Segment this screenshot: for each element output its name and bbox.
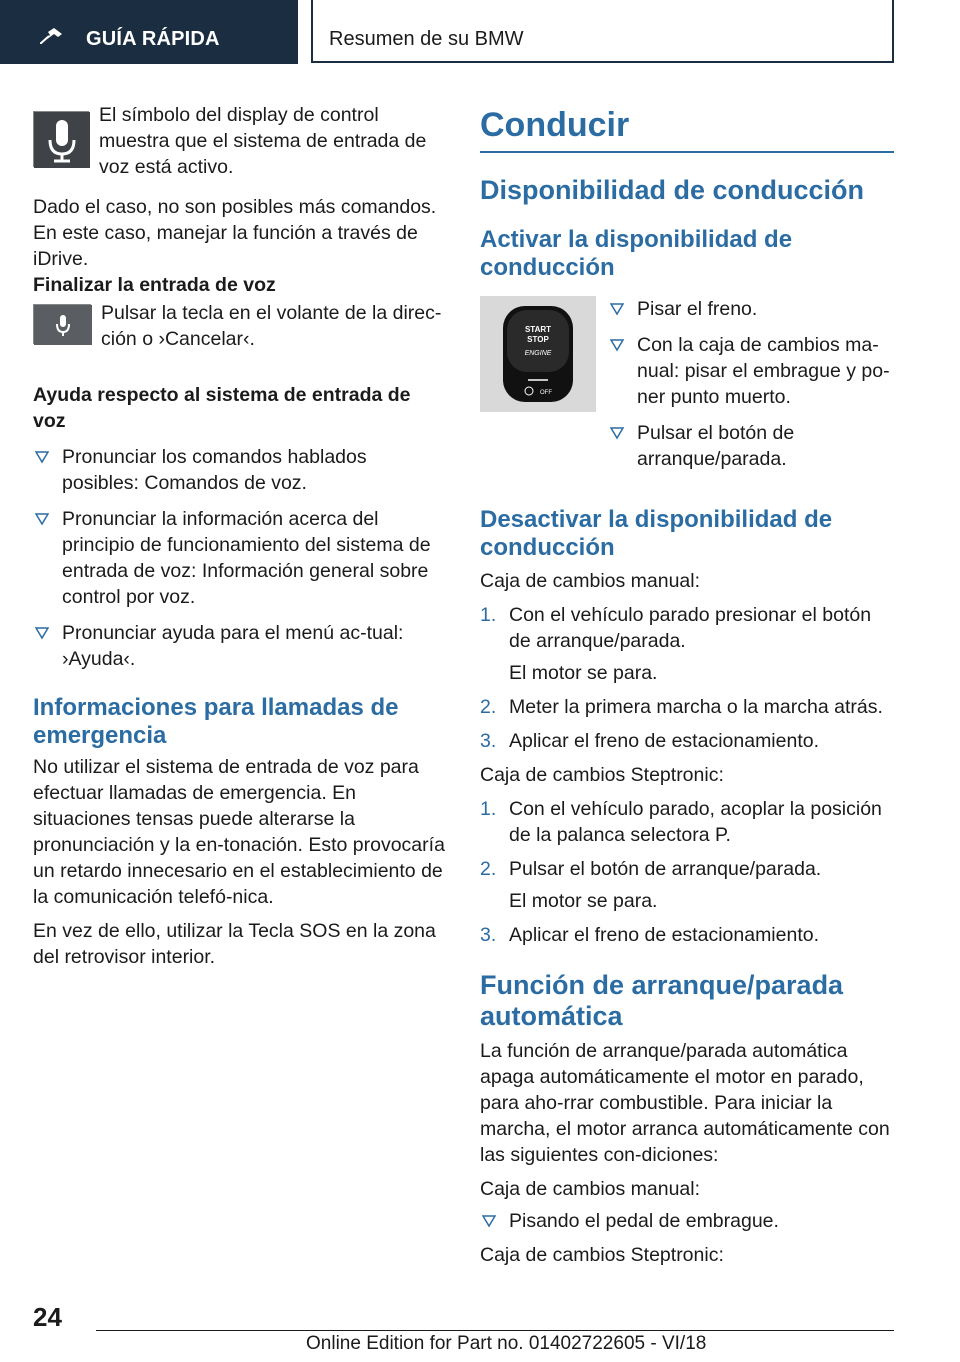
list-item: Pisando el pedal de embrague. (480, 1208, 894, 1234)
quick-guide-tab[interactable] (0, 0, 298, 64)
list-item: 3. Aplicar el freno de estacionamiento. (480, 924, 820, 946)
emergency-paragraph-1: No utilizar el sistema de entrada de voz para efectuar llamadas de emergencia. En situaciones tensas puede alterarse la pronunciación y la en‐tonación. Esto provocaría un retardo innecesario en el establecimiento de la comunicación telefó‐nica. (33, 756, 445, 908)
start-label: START (524, 325, 552, 334)
triangle-bullet-icon (35, 512, 49, 526)
mic-display-text: El símbolo del display de control muestra que el sistema de entrada de voz está activo. (99, 104, 427, 178)
autostart-heading: Función de arranque/parada automática (480, 970, 844, 1031)
triangle-bullet-icon (610, 302, 624, 316)
triangle-bullet-icon (35, 450, 49, 464)
off-label: OFF (540, 390, 552, 396)
right-column (480, 105, 894, 1268)
title-rule (480, 105, 894, 153)
list-item: 3. Aplicar el freno de estacionamiento. (480, 730, 820, 752)
mic-display-row (33, 105, 447, 180)
emergency-paragraph-2: En vez de ello, utilizar la Tecla SOS en la zona del retrovisor interior. (33, 920, 436, 968)
help-bullet-list (33, 444, 447, 672)
microphone-symbol-icon (33, 111, 89, 167)
no-commands-paragraph: Dado el caso, no son posibles más comandos. En este caso, manejar la función a través de iDrive. (33, 196, 437, 270)
steptronic-label: Caja de cambios Steptronic: (480, 764, 724, 786)
section-title: Resumen de su BMW (329, 28, 524, 50)
steptronic-steps (480, 796, 894, 948)
manual-label: Caja de cambios manual: (480, 570, 701, 592)
list-item: 2. Meter la primera marcha o la marcha atrás. (480, 696, 883, 718)
triangle-bullet-icon (482, 1214, 496, 1228)
left-column (33, 105, 447, 970)
autostart-manual-list (480, 1208, 894, 1234)
list-item: 1. Con el vehículo parado presionar el botón de arranque/parada. El motor se para. (480, 604, 872, 684)
list-item: Pisar el freno. (608, 296, 894, 322)
footer-divider (96, 1330, 894, 1331)
end-voice-heading: Finalizar la entrada de voz (33, 274, 276, 296)
emergency-heading: Informaciones para llamadas de emergencia (33, 694, 399, 749)
autostart-paragraph: La función de arranque/parada automática apaga automáticamente el motor en parado, para aho‐rrar combustible. Para iniciar la marcha, el motor arranca automáticamente con las siguientes con‐diciones: (480, 1040, 890, 1166)
list-item: Pronunciar los comandos hablados posibles: Comandos de voz. (33, 444, 447, 496)
start-stop-button-image (480, 296, 596, 412)
page-title: Conducir (480, 106, 630, 144)
list-item: 2. Pulsar el botón de arranque/parada. El motor se para. (480, 858, 822, 912)
autostart-steptronic-label: Caja de cambios Steptronic: (480, 1244, 724, 1266)
triangle-bullet-icon (610, 338, 624, 352)
list-item: Pronunciar la información acerca del principio de funcionamiento del sistema de entrada de voz: Información general sobre control por voz. (33, 506, 447, 610)
list-item: 1. Con el vehículo parado, acoplar la posición de la palanca selectora P. (480, 798, 882, 846)
page-number: 24 (33, 1302, 62, 1332)
section-header (311, 0, 894, 63)
activate-row (480, 296, 894, 472)
edition-footer: Online Edition for Part no. 01402722605 - VI/18 (306, 1333, 707, 1354)
pushpin-icon (40, 28, 66, 44)
deactivate-heading: Desactivar la disponibilidad de conducción (480, 506, 833, 561)
help-heading: Ayuda respecto al sistema de entrada de voz (33, 384, 411, 432)
stop-label: STOP (527, 335, 549, 344)
triangle-bullet-icon (35, 626, 49, 640)
activate-bullet-list (608, 286, 894, 472)
manual-steps (480, 602, 894, 754)
list-item: Con la caja de cambios ma‐nual: pisar el embrague y po‐ner punto muerto. (608, 332, 894, 410)
readiness-heading: Disponibilidad de conducción (480, 175, 865, 205)
end-voice-text: Pulsar la tecla en el volante de la direc‐ción o ›Cancelar‹. (101, 302, 442, 350)
list-item: Pulsar el botón de arranque/parada. (608, 420, 894, 472)
end-voice-row (33, 304, 447, 352)
triangle-bullet-icon (610, 426, 624, 440)
autostart-manual-label: Caja de cambios manual: (480, 1178, 701, 1200)
list-item: Pronunciar ayuda para el menú ac‐tual: ›Ayuda‹. (33, 620, 447, 672)
activate-heading: Activar la disponibilidad de conducción (480, 226, 793, 281)
steering-voice-button-icon (33, 304, 91, 344)
quick-guide-label: GUÍA RÁPIDA (86, 28, 220, 50)
engine-label: ENGINE (524, 350, 552, 357)
